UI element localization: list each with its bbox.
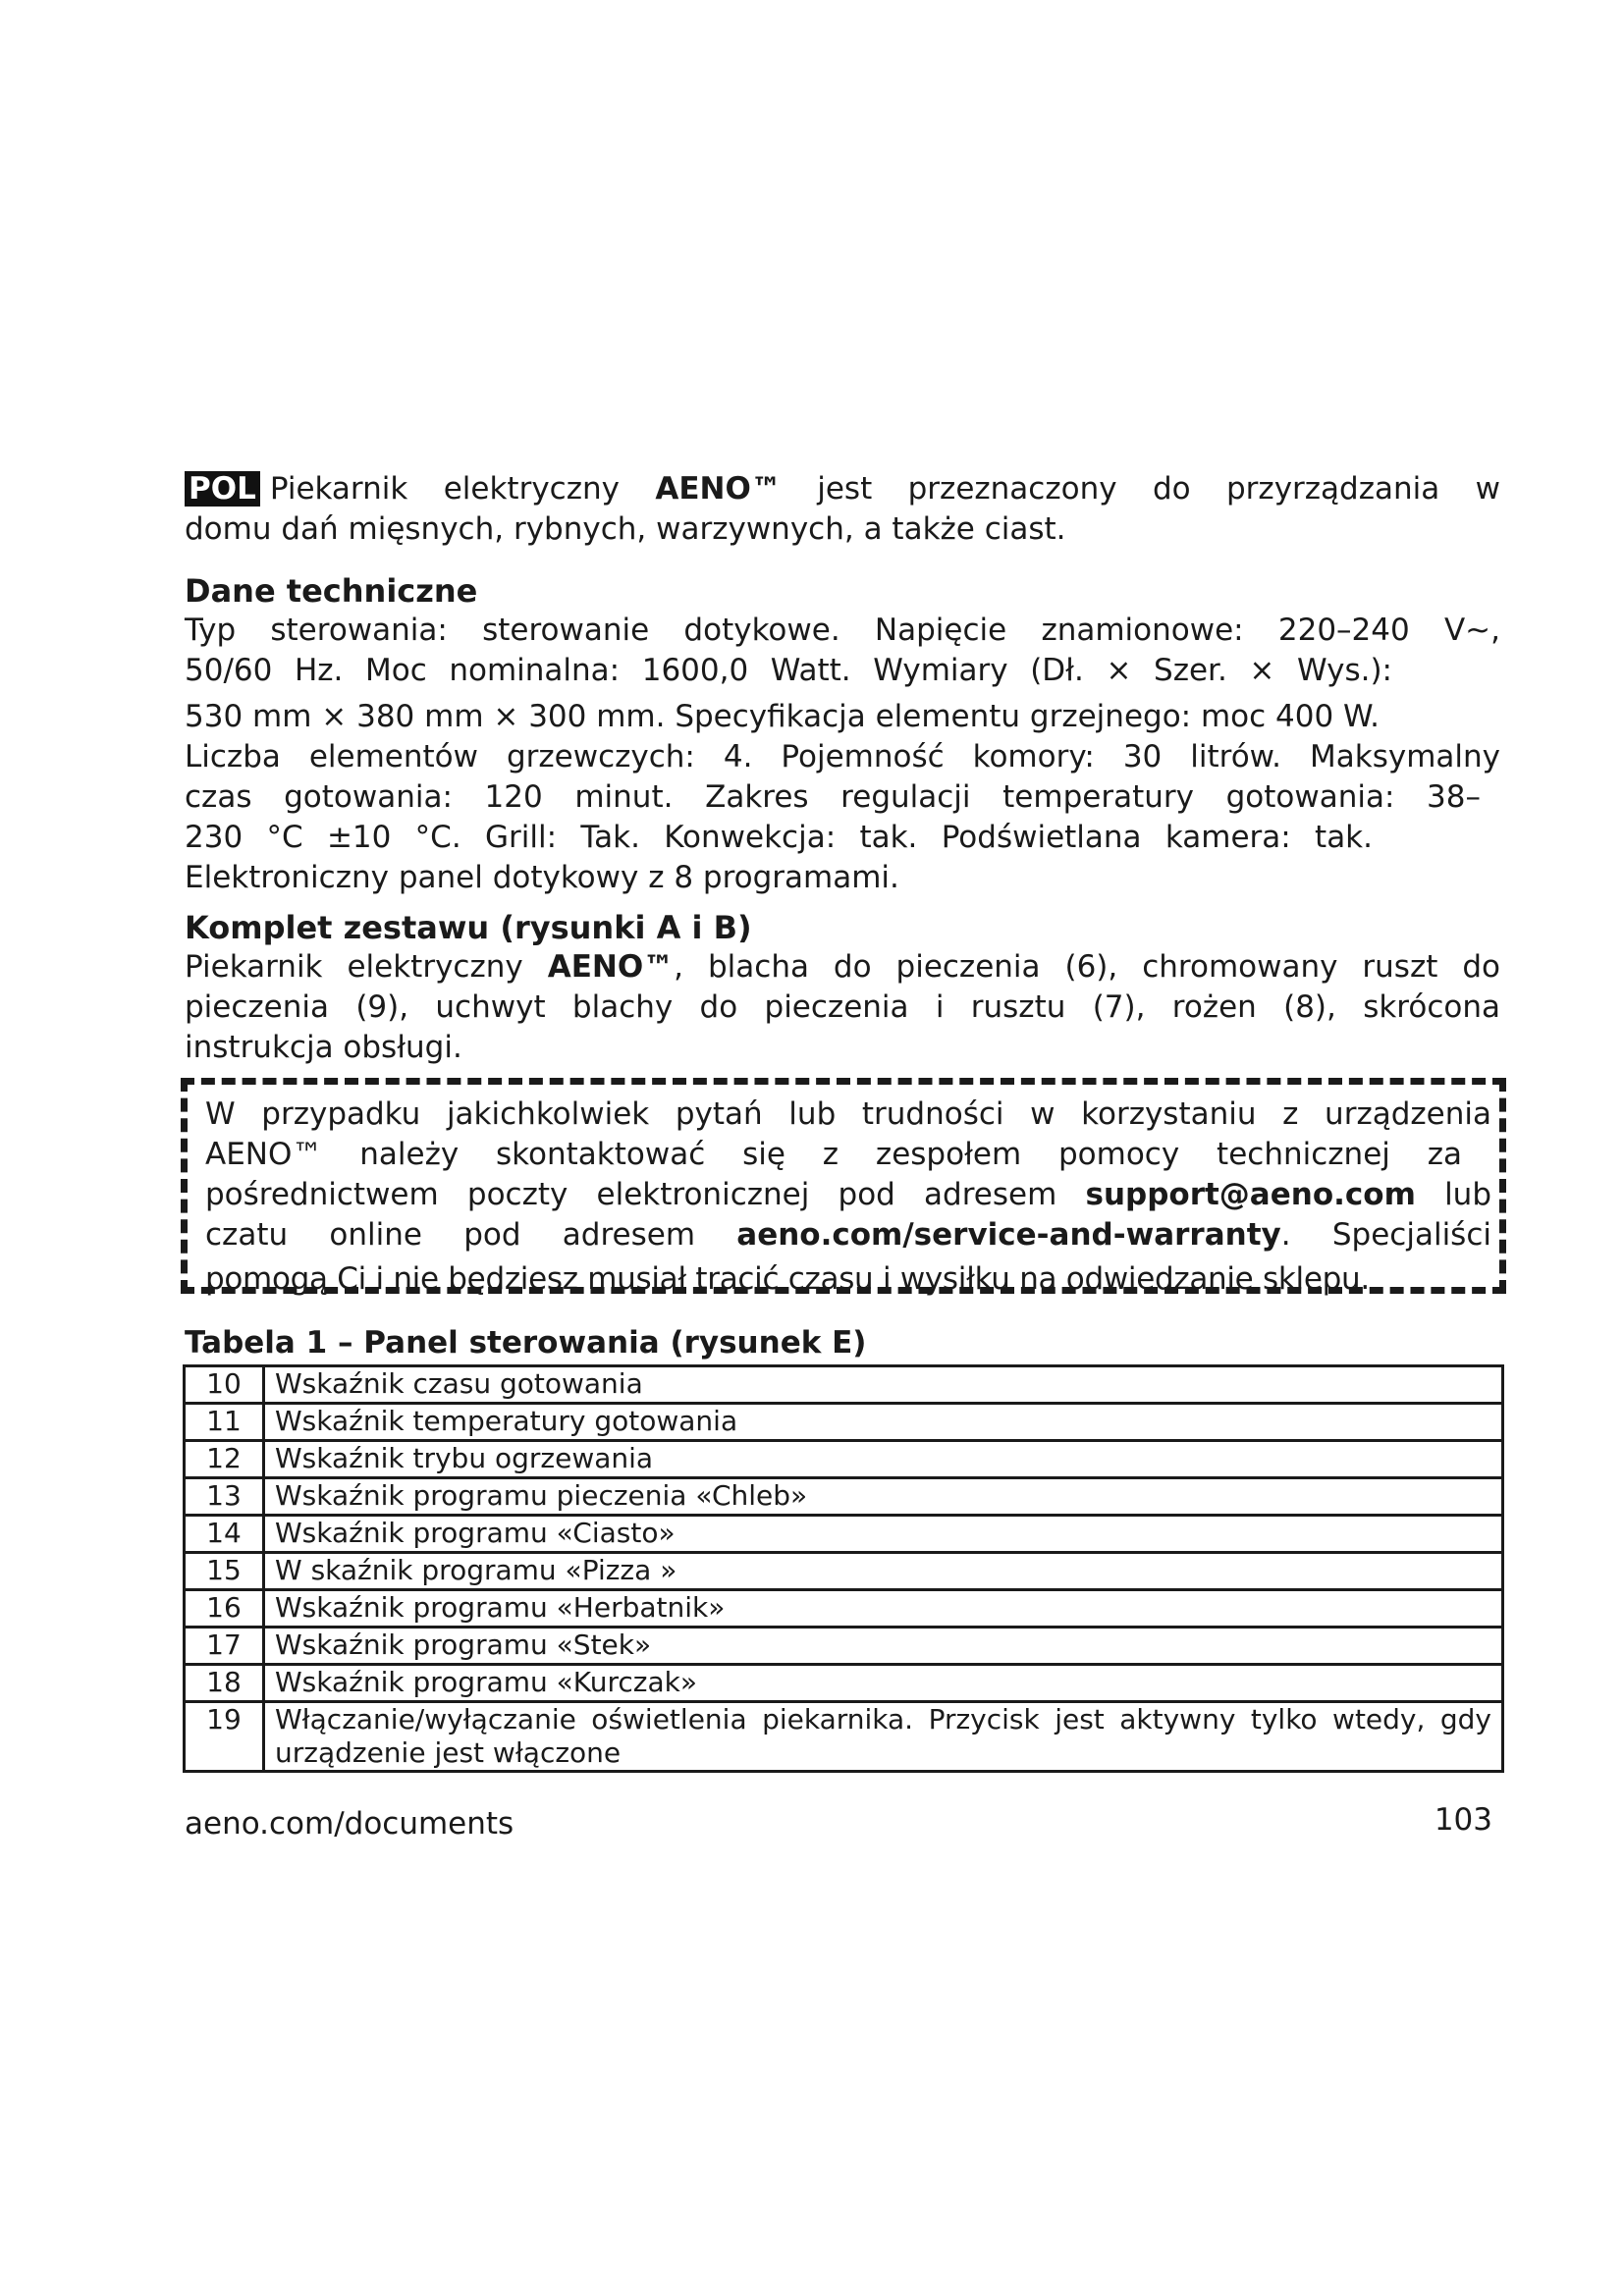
row-description: Wskaźnik programu «Kurczak» — [264, 1665, 1503, 1702]
tech-line: czas gotowania: 120 minut. Zakres regulacji temperatury gotowania: 38– — [185, 779, 1481, 815]
control-panel-table — [183, 1364, 1504, 1773]
table-row — [185, 1665, 1503, 1702]
table-row — [185, 1478, 1503, 1516]
support-notice-box — [181, 1078, 1506, 1297]
row-number: 13 — [185, 1478, 264, 1516]
tech-line: 50/60 Hz. Moc nominalna: 1600,0 Watt. Wymiary (Dł. × Szer. × Wys.): — [185, 653, 1392, 688]
row-number: 10 — [185, 1366, 264, 1404]
row-number: 16 — [185, 1590, 264, 1628]
tech-line: 230 °C ±10 °C. Grill: Tak. Konwekcja: tak. Podświetlana kamera: tak. — [185, 820, 1373, 855]
row-description: Wskaźnik temperatury gotowania — [264, 1404, 1503, 1441]
table-row — [185, 1441, 1503, 1478]
tech-line: 530 mm × 380 mm × 300 mm. Specyfikacja elementu grzejnego: moc 400 W. — [185, 699, 1380, 734]
documents-link[interactable]: aeno.com/documents — [185, 1806, 514, 1842]
row-description: Wskaźnik programu «Herbatnik» — [264, 1590, 1503, 1628]
tech-line: Liczba elementów grzewczych: 4. Pojemność komory: 30 litrów. Maksymalny — [185, 739, 1500, 774]
row-description: Wskaźnik programu «Stek» — [264, 1628, 1503, 1665]
brand-name: AENO™ — [547, 949, 675, 985]
row-number: 18 — [185, 1665, 264, 1702]
table-row — [185, 1702, 1503, 1772]
row-number: 14 — [185, 1516, 264, 1553]
row-description: Wskaźnik czasu gotowania — [264, 1366, 1503, 1404]
support-email-link[interactable]: support@aeno.com — [1085, 1177, 1416, 1212]
row-description: Wskaźnik programu «Ciasto» — [264, 1516, 1503, 1553]
row-number: 11 — [185, 1404, 264, 1441]
technical-data-heading: Dane techniczne — [185, 572, 478, 610]
service-warranty-link[interactable]: aeno.com/service-and-warranty — [736, 1217, 1281, 1253]
row-description: Włączanie/wyłączanie oświetlenia piekarnika. Przycisk jest aktywny tylko wtedy, gdy urządzenie jest włączone — [264, 1702, 1503, 1772]
notice-line: pośrednictwem poczty elektronicznej pod adresem support@aeno.com lub — [205, 1177, 1492, 1212]
notice-line: czatu online pod adresem aeno.com/service-and-warranty. Specjaliści — [205, 1217, 1491, 1253]
table-row — [185, 1553, 1503, 1590]
table-title: Tabela 1 – Panel sterowania (rysunek E) — [185, 1325, 867, 1361]
technical-data-section — [185, 571, 1500, 898]
kit-contents-heading: Komplet zestawu (rysunki A i B) — [185, 909, 752, 946]
row-number: 15 — [185, 1553, 264, 1590]
technical-data-text — [185, 611, 1500, 898]
kit-contents-text — [185, 947, 1500, 1068]
page-number: 103 — [1434, 1802, 1492, 1838]
row-number: 19 — [185, 1702, 264, 1772]
row-description: Wskaźnik programu pieczenia «Chleb» — [264, 1478, 1503, 1516]
row-number: 12 — [185, 1441, 264, 1478]
kit-line-1: Piekarnik elektryczny AENO™, blacha do pieczenia (6), chromowany ruszt do — [185, 949, 1500, 985]
table-row — [185, 1366, 1503, 1404]
language-tag: POL — [185, 471, 260, 507]
row-description: W skaźnik programu «Pizza » — [264, 1553, 1503, 1590]
tech-line: Elektroniczny panel dotykowy z 8 programami. — [185, 860, 899, 895]
table-row — [185, 1516, 1503, 1553]
table-row — [185, 1628, 1503, 1665]
intro-line-2: domu dań mięsnych, rybnych, warzywnych, a także ciast. — [185, 511, 1066, 547]
brand-name: AENO™ — [655, 471, 782, 507]
intro-paragraph — [185, 469, 1500, 550]
row-number: 17 — [185, 1628, 264, 1665]
table-row — [185, 1590, 1503, 1628]
kit-contents-section — [185, 908, 1500, 1068]
tech-line: Typ sterowania: sterowanie dotykowe. Napięcie znamionowe: 220–240 V~, — [185, 613, 1500, 648]
table-row — [185, 1404, 1503, 1441]
notice-line: pomogą Ci i nie będziesz musiał tracić czasu i wysiłku na odwiedzanie sklepu. — [205, 1261, 1370, 1297]
intro-line-1: POL Piekarnik elektryczny AENO™ jest przeznaczony do przyrządzania w — [185, 469, 1500, 509]
row-description: Wskaźnik trybu ogrzewania — [264, 1441, 1503, 1478]
notice-line: AENO™ należy skontaktować się z zespołem pomocy technicznej za — [205, 1137, 1462, 1172]
kit-line-3: instrukcja obsługi. — [185, 1030, 462, 1065]
notice-line: W przypadku jakichkolwiek pytań lub trudności w korzystaniu z urządzenia — [205, 1096, 1491, 1132]
kit-line-2: pieczenia (9), uchwyt blachy do pieczenia i rusztu (7), rożen (8), skrócona — [185, 989, 1500, 1025]
